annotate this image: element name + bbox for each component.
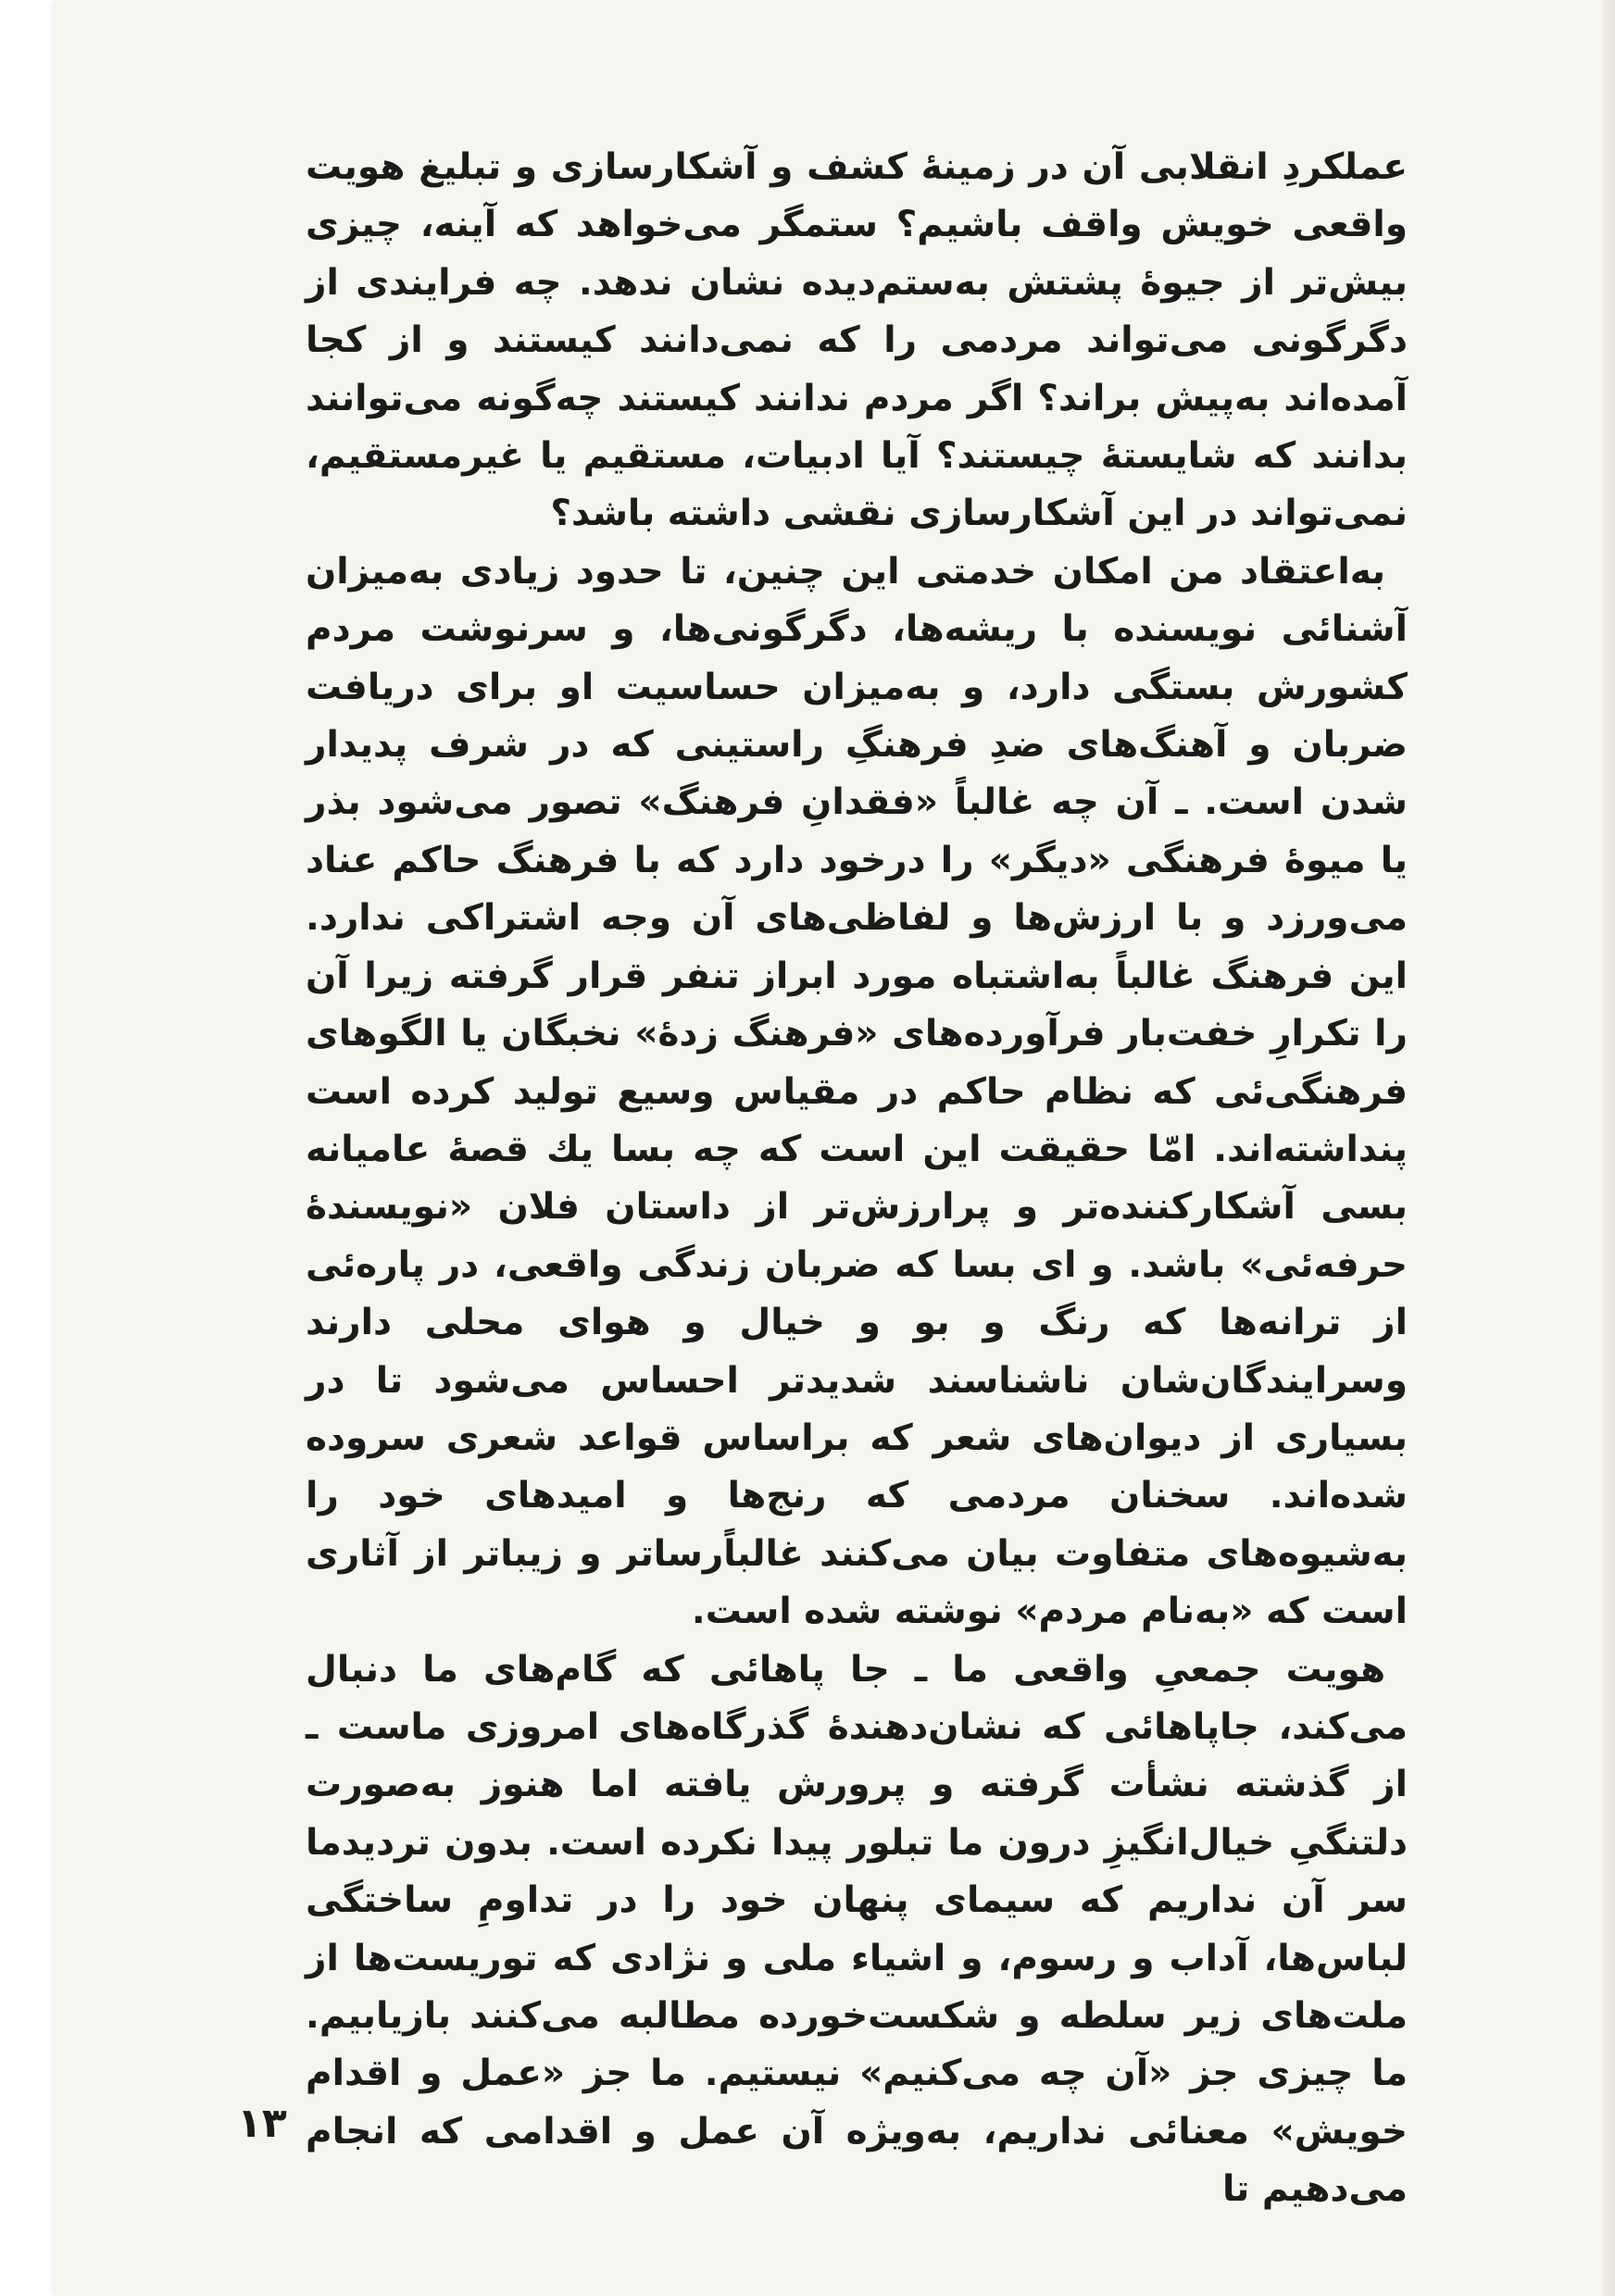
paragraph-2: به‌اعتقاد من امکان خدمتی این چنین، تا حدود زیادی به‌میزان آشنائی نویسنده با ریشه‌ها، دگرگونی‌ها، و سرنوشت مردم کشورش بستگی دارد، و به‌میزان حساسیت او برای دریافت ضربان و آهنگ‌های ضدِ فرهنگِ راستینی که در شرف پدیدار شدن است. ـ آن چه غالباً «فقدانِ فرهنگ» تصور می‌شود بذر یا میوهٔ فرهنگی «دیگر» را درخود دارد که با فرهنگ حاکم عناد می‌ورزد و با ارزش‌ها و لفاظی‌های آن وجه اشتراکی ندارد. این فرهنگ غالباً به‌اشتباه مورد ابراز تنفر قرار گرفته زیرا آن را تکرارِ خفت‌بار فرآورده‌های «فرهنگ زدهٔ» نخبگان یا الگوهای فرهنگی‌ئی که نظام حاکم در مقیاس وسیع تولید کرده است پنداشته‌اند. امّا حقیقت این است که چه بسا یك قصهٔ عامیانه بسی آشکارکننده‌تر و پرارزش‌تر از داستان فلان «نویسندهٔ حرفه‌ئی» باشد. و ای بسا که ضربان زندگی واقعی، در پاره‌ئی از ترانه‌ها که رنگ و بو و خیال و هوای محلی دارند وسرایندگان‌شان ناشناسند شدیدتر احساس می‌شود تا در بسیاری از دیوان‌های شعر که براساس قواعد شعری سروده شده‌اند. سخنان مردمی که رنج‌ها و امیدهای خود را به‌شیوه‌های متفاوت بیان می‌کنند غالباًرساتر و زیباتر از آثاری است که «به‌نام مردم» نوشته شده است. <box>306 550 1408 1633</box>
scan-left-margin <box>0 0 54 2296</box>
paragraph-1: عملکردِ انقلابی آن در زمینهٔ کشف و آشکارسازی و تبلیغ هویت واقعی خویش واقف باشیم؟ ستمگر می‌خواهد که آینه، چیزی بیش‌تر از جیوهٔ پشتش به‌ستم‌دیده نشان ندهد. چه فرایندی از دگرگونی می‌تواند مردمی را که نمی‌دانند کیستند و از کجا آمده‌اند به‌پیش براند؟ اگر مردم ندانند کیستند چه‌گونه می‌توانند بدانند که شایستهٔ چیستند؟ آیا ادبیات، مستقیم یا غیرمستقیم، نمی‌تواند در این آشکارسازی نقشی داشته باشد؟ <box>306 146 1408 535</box>
page-edge-shadow <box>1602 0 1615 2296</box>
paragraph-3: هویت جمعیِ واقعی ما ـ جا پاهائی که گام‌های ما دنبال می‌کند، جاپاهائی که نشان‌دهندهٔ گذرگاه‌های امروزی ماست ـ از گذشته نشأت گرفته و پرورش یافته اما هنوز به‌صورت دلتنگیِ خیال‌انگیزِ درون ما تبلور پیدا نکرده است. بدون تردیدما سر آن نداریم که سیمای پنهان خود را در تداومِ ساختگی لباس‌ها، آداب و رسوم، و اشیاء ملی و نژادی که توریست‌ها از ملت‌های زیر سلطه و شکست‌خورده مطالبه می‌کنند بازیابیم. ما چیزی جز «آن چه می‌کنیم» نیستیم. ما جز «عمل و اقدام خویش» معنائی نداریم، به‌ویژه آن عمل و اقدامی که انجام می‌دهیم تا <box>306 1648 1408 2211</box>
body-text <box>306 139 1408 2219</box>
page-number: ۱۳ <box>237 2100 287 2147</box>
